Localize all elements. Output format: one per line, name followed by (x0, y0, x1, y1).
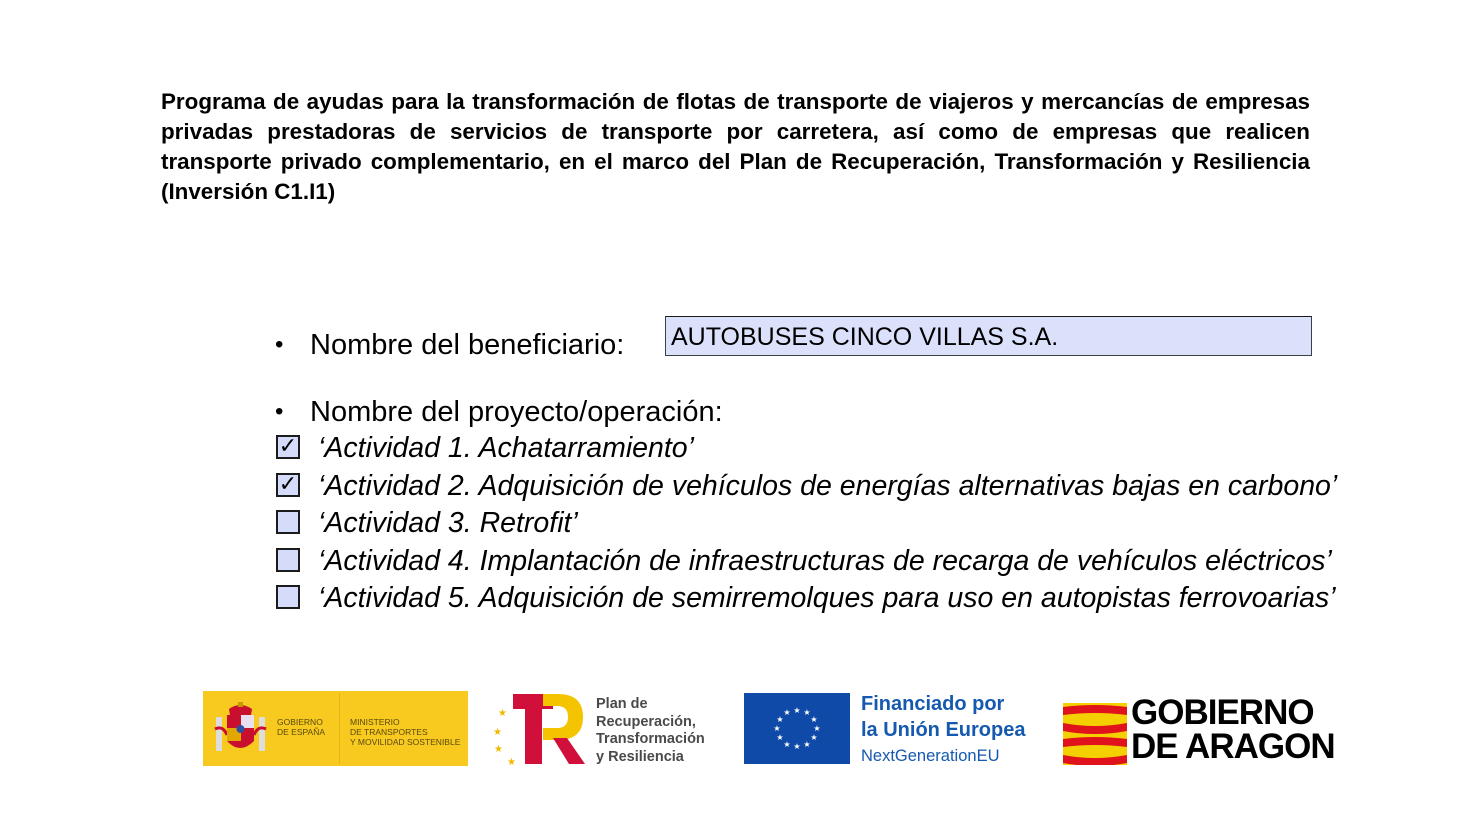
eu-flag-icon (744, 693, 850, 764)
eu-funding-logo (744, 691, 1054, 767)
coat-of-arms-icon (213, 701, 268, 759)
svg-text:★: ★ (783, 740, 791, 749)
svg-text:★: ★ (494, 744, 503, 755)
document-title: Programa de ayudas para la transformación de flotas de transporte de viajeros y mercancías de empresas privadas prestadoras de servicios de transporte por carretera, así como de empresas que realicen transporte privado complementario, en el marco del Plan de Recuperación, Transformación y Resiliencia (Inversión C1.I1) (161, 89, 1310, 204)
logo-text: Financiado por (861, 693, 1005, 715)
svg-text:★: ★ (773, 724, 781, 733)
gobierno-espana-text (277, 717, 325, 737)
nextgeneration-text: NextGenerationEU (861, 747, 1000, 765)
bullet: • (275, 398, 284, 425)
bullet: • (275, 331, 284, 358)
svg-text:★: ★ (793, 706, 801, 715)
aragon-flag-icon (1063, 703, 1127, 765)
svg-text:★: ★ (783, 708, 791, 717)
gobierno-aragon-logo (1063, 694, 1363, 766)
logo-text: DE ARAGON (1131, 727, 1335, 766)
svg-text:★: ★ (803, 740, 811, 749)
svg-text:★: ★ (776, 733, 784, 742)
svg-text:★: ★ (493, 727, 502, 738)
activity-4-checkbox[interactable] (276, 548, 300, 572)
logo-text: Plan de (596, 696, 648, 712)
footer-logos (0, 690, 1481, 768)
activity-4-label: ‘Actividad 4. Implantación de infraestructuras de recarga de vehículos eléctricos’ (318, 544, 1332, 577)
svg-text:★: ★ (507, 757, 516, 768)
svg-text:★: ★ (803, 708, 811, 717)
svg-text:★: ★ (498, 708, 507, 719)
logo-text: y Resiliencia (596, 748, 684, 765)
activity-1-label: ‘Actividad 1. Achatarramiento’ (318, 432, 694, 464)
logo-text: GOBIERNO (1131, 693, 1314, 732)
activity-2-label: ‘Actividad 2. Adquisición de vehículos de energías alternativas bajas en carbono’ (318, 469, 1338, 502)
svg-text:★: ★ (793, 742, 801, 751)
logo-text: DE ESPAÑA (277, 727, 326, 737)
beneficiary-name-field[interactable] (665, 316, 1312, 356)
gobierno-aragon-text (1131, 693, 1335, 766)
svg-text:★: ★ (776, 715, 784, 724)
logo-text: DE TRANSPORTES (350, 727, 428, 737)
logo-text: Recuperación, (596, 713, 696, 730)
tr-logo-icon (493, 690, 588, 768)
plan-recuperacion-logo (493, 690, 723, 768)
activity-5-checkbox[interactable] (276, 585, 300, 609)
activity-3-label: ‘Actividad 3. Retrofit’ (318, 507, 578, 539)
activity-5-label: ‘Actividad 5. Adquisición de semirremolques para uso en autopistas ferrovoarias’ (318, 582, 1336, 614)
logo-text: Transformación (596, 731, 705, 747)
project-label: Nombre del proyecto/operación: (310, 396, 723, 428)
activity-2-checkbox[interactable]: ✓ (276, 473, 300, 497)
activity-3-checkbox[interactable] (276, 510, 300, 534)
activity-1-checkbox[interactable]: ✓ (276, 435, 300, 459)
svg-text:★: ★ (810, 733, 818, 742)
divider (339, 693, 340, 764)
svg-text:★: ★ (813, 724, 821, 733)
svg-text:★: ★ (810, 715, 818, 724)
logo-text: la Unión Europea (861, 719, 1026, 741)
plan-recuperacion-text (596, 696, 705, 766)
logo-text: MINISTERIO (350, 717, 400, 727)
eu-funding-text (861, 691, 1025, 743)
beneficiary-label: Nombre del beneficiario: (310, 329, 625, 361)
gobierno-espana-logo (203, 691, 468, 766)
logo-text: GOBIERNO (277, 717, 323, 727)
logo-text: Y MOVILIDAD SOSTENIBLE (350, 737, 461, 747)
ministry-text (350, 717, 460, 747)
